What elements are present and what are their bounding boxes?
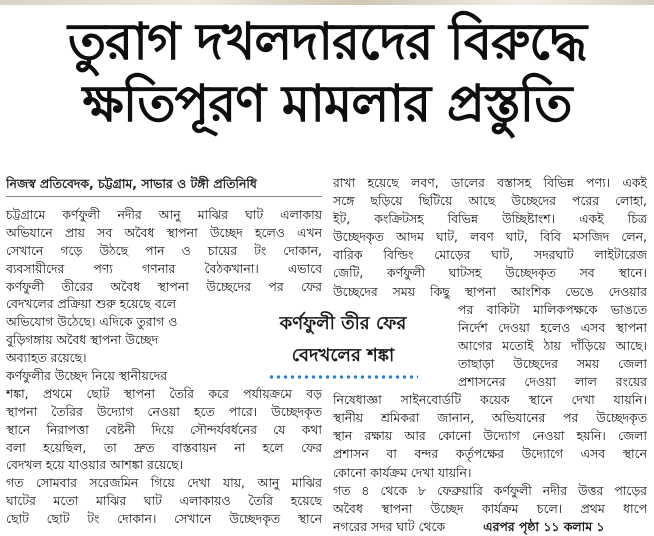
top-photo-strip: [0, 0, 654, 5]
body-line: স্থানে নিরাপত্তা বেষ্টনী দিয়ে সৌন্দর্যবর্ধনের যে কথা: [6, 421, 322, 437]
body-line: পর বাকিটা মালিকপক্ষকে ভাঙতে: [458, 301, 647, 317]
body-line: ছোট ছোট টং দোকান। সেখানে উচ্ছেদকৃত স্থানে: [6, 511, 322, 527]
dotted-divider: [268, 374, 418, 380]
body-line: স্থান রক্ষায় আর কোনো উদ্যোগ নেওয়া হয়নি। জেলা: [333, 428, 647, 444]
body-line: ইট, কংক্রিটসহ বিভিন্ন উচ্ছিষ্টাংশ। একই চিত্র: [333, 211, 647, 227]
byline-divider: [6, 196, 322, 197]
body-line: স্থাপনা তৈরির উদ্যোগ নেওয়া হতে পারে। উচ্ছেদকৃত: [6, 403, 322, 419]
body-line: অভিযানে প্রায় সব অবৈধ স্থাপনা উচ্ছেদ হলেও এখন: [6, 224, 322, 240]
body-line: প্রশাসনের দেওয়া লাল রংয়ের: [458, 374, 647, 390]
body-line: গত ৪ থেকে ৮ ফেব্রুয়ারি কর্ণফুলী নদীর উত্তর পাড়ের: [333, 482, 647, 498]
body-line: স্থানীয় শ্রমিকরা জানান, অভিযানের পর উচ্ছেদকৃত: [333, 410, 647, 426]
body-line: সেখানে গড়ে উঠছে পান ও চায়ের টং দোকান,: [6, 242, 322, 258]
body-line: ব্যবসায়ীদের পণ্য গণনার বৈঠকখানা। এভাবে: [6, 260, 322, 276]
body-line: বলা হয়েছিল, তা দ্রুত বাস্তবায়ন না হলে ফের: [6, 439, 322, 455]
body-line: [333, 518, 647, 536]
body-line: সঙ্গে ছড়িয়ে ছিটিয়ে আছে উচ্ছেদের পরের লোহা,: [333, 193, 647, 209]
pull-quote: [235, 308, 451, 382]
body-line: উচ্ছেদকৃত আদম ঘাট, লবণ ঘাট, বিবি মসজিদ লেন,: [333, 229, 647, 245]
body-line: উচ্ছেদের সময় কিছু স্থাপনা আংশিক ভেঙে দেওয়ার: [333, 283, 647, 299]
body-line: বেদখল হয়ে যাওয়ার আশঙ্কা রয়েছে।: [6, 457, 184, 473]
body-line: তাছাড়া উচ্ছেদের সময় জেলা: [458, 355, 647, 371]
pull-quote-line-2: বেদখলের শঙ্কা: [291, 345, 395, 366]
body-line: অভিযোগ উঠেছে। এদিকে তুরাগ ও: [6, 314, 178, 330]
body-line-fragment: নগরের সদর ঘাট থেকে: [333, 518, 446, 534]
body-line: জেটি, কর্ণফুলী ঘাটসহ উচ্ছেদকৃত সব স্থানে।: [333, 265, 647, 281]
headline-line-1: তুরাগ দখলদারদের বিরুদ্ধে: [67, 13, 587, 72]
pull-quote-line-1: কর্ণফুলী তীর ফের: [279, 313, 407, 334]
body-line: কোনো কার্যক্রম দেখা যায়নি।: [333, 464, 472, 480]
body-line: অবৈধ স্থাপনা উচ্ছেদ কার্যক্রম চলে। প্রথম ধাপে: [333, 500, 647, 516]
body-line: চট্টগ্রামে কর্ণফুলী নদীর আনু মাঝির ঘাট এলাকায়: [6, 207, 322, 222]
headline: [0, 12, 654, 136]
body-line: ঘাটের মতো মাঝির ঘাট এলাকায়ও তৈরি হয়েছে: [6, 493, 322, 509]
body-line: আগের মতোই ঠায় দাঁড়িয়ে আছে।: [458, 337, 647, 353]
body-line: বারিক বিল্ডিং মোড়ের ঘাট, সদরঘাট লাইটারেজ: [333, 247, 647, 263]
body-line: কর্ণফুলীর উচ্ছেদ নিয়ে স্থানীয়দের: [6, 368, 168, 384]
body-line: গত সোমবার সরেজমিন গিয়ে দেখা যায়, আনু মাঝির: [6, 475, 322, 491]
continuation-note[interactable]: এরপর পৃষ্ঠা ১১ কলাম ১: [483, 518, 605, 534]
body-line: নির্দেশ দেওয়া হলেও এসব স্থাপনা: [458, 319, 647, 335]
body-line: বুড়িগঙ্গায় অবৈধ স্থাপনা উচ্ছেদ: [6, 332, 159, 348]
body-line: নিষেধাজ্ঞা সাইনবোর্ডটি কয়েক স্থানে দেখা যায়নি।: [333, 392, 647, 408]
body-line: বেদখলের প্রক্রিয়া শুরু হয়েছে বলে: [6, 296, 176, 312]
body-line: প্রশাসন বা বন্দর কর্তৃপক্ষের উদ্যোগে এসব স্থানে: [333, 446, 647, 462]
body-line: রাখা হয়েছে লবণ, ডালের বস্তাসহ বিভিন্ন পণ্য। একই: [333, 175, 647, 190]
body-line: অব্যাহত রয়েছে।: [6, 350, 87, 366]
byline: নিজস্ব প্রতিবেদক, চট্টগ্রাম, সাভার ও টঙ্গী প্রতিনিধি: [6, 176, 257, 191]
body-line: কর্ণফুলী তীরের অবৈধ স্থাপনা উচ্ছেদের পর ফের: [6, 278, 322, 294]
headline-line-2: ক্ষতিপূরণ মামলার প্রস্তুতি: [82, 75, 572, 134]
body-line: শঙ্কা, প্রথমে ছোট স্থাপনা তৈরি করে পর্যায়ক্রমে বড়: [6, 385, 322, 401]
